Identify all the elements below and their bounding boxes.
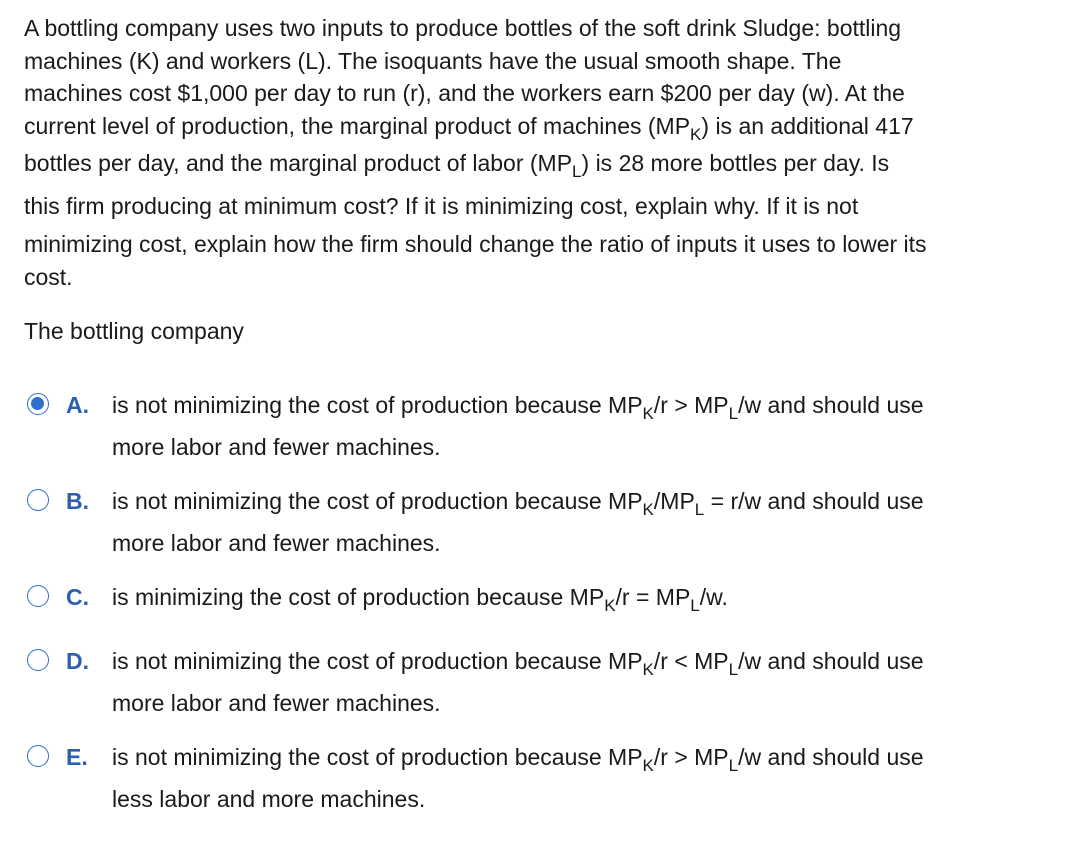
question-line (24, 110, 1064, 143)
option-text-fragment: /MP (653, 488, 695, 514)
option-text-fragment: /r > MP (653, 744, 729, 770)
radio-button-b[interactable] (27, 489, 49, 511)
subscript-l: L (728, 660, 739, 679)
option-text-fragment: is not minimizing the cost of production because MP (112, 488, 643, 514)
option-text-line2: more labor and fewer machines. (112, 690, 441, 716)
question-text-fragment: bottles per day, and the marginal product of labor (MP (24, 150, 573, 177)
subscript-k: K (642, 500, 654, 519)
question-text-fragment: current level of production, the marginal product of machines (MP (24, 112, 691, 139)
option-text-fragment: /w and should use (738, 648, 924, 674)
option-letter: A. (66, 392, 89, 418)
option-text-fragment: /w. (699, 584, 728, 610)
question-text (24, 12, 1064, 294)
option-text[interactable] (112, 736, 1062, 820)
subscript-k: K (642, 404, 654, 423)
answer-stem: The bottling company (24, 318, 244, 344)
option-text-fragment: is not minimizing the cost of production because MP (112, 744, 643, 770)
option-text[interactable] (112, 384, 1062, 468)
question-line (24, 142, 1064, 185)
subscript-l: L (690, 596, 700, 615)
subscript-l: L (728, 756, 739, 775)
option-letter: B. (66, 488, 89, 514)
radio-button-a[interactable] (27, 393, 49, 415)
option-text-fragment: /w and should use (738, 744, 924, 770)
option-text-line2: more labor and fewer machines. (112, 434, 441, 460)
option-letter: E. (66, 744, 88, 770)
option-text-fragment: is not minimizing the cost of production because MP (112, 392, 643, 418)
question-line: this firm producing at minimum cost? If it is minimizing cost, explain why. If it is not (24, 193, 859, 220)
question-line: machines cost $1,000 per day to run (r), and the workers earn $200 per day (w). At the (24, 80, 905, 107)
subscript-l: L (728, 404, 739, 423)
subscript-k: K (642, 660, 654, 679)
question-line: cost. (24, 263, 73, 290)
question-line: A bottling company uses two inputs to produce bottles of the soft drink Sludge: bottling (24, 15, 902, 41)
subscript-k: K (642, 756, 654, 775)
option-text[interactable] (112, 640, 1062, 724)
question-text-fragment: ) is an additional 417 (701, 112, 914, 139)
subscript-k: K (690, 124, 702, 144)
option-text-line2: less labor and more machines. (112, 786, 426, 812)
subscript-l: L (572, 162, 582, 182)
option-text[interactable] (112, 480, 1062, 564)
question-line: machines (K) and workers (L). The isoquants have the usual smooth shape. The (24, 47, 842, 74)
option-text-fragment: /w and should use (738, 392, 924, 418)
option-text-fragment: is not minimizing the cost of production because MP (112, 648, 643, 674)
option-letter: D. (66, 648, 89, 674)
option-text-fragment: is minimizing the cost of production because MP (112, 584, 605, 610)
option-letter: C. (66, 584, 89, 610)
option-text-fragment: /r = MP (615, 584, 691, 610)
radio-button-c[interactable] (27, 585, 49, 607)
option-text-fragment: /r > MP (653, 392, 729, 418)
subscript-k: K (604, 596, 616, 615)
option-text-line2: more labor and fewer machines. (112, 530, 441, 556)
option-text-fragment: /r < MP (653, 648, 729, 674)
radio-button-d[interactable] (27, 649, 49, 671)
radio-button-e[interactable] (27, 745, 49, 767)
option-text-fragment: = r/w and should use (704, 488, 924, 514)
option-text[interactable] (112, 576, 1062, 618)
question-text-fragment: ) is 28 more bottles per day. Is (581, 150, 890, 177)
question-line: minimizing cost, explain how the firm should change the ratio of inputs it uses to lower its (24, 231, 927, 258)
subscript-l: L (694, 500, 705, 519)
